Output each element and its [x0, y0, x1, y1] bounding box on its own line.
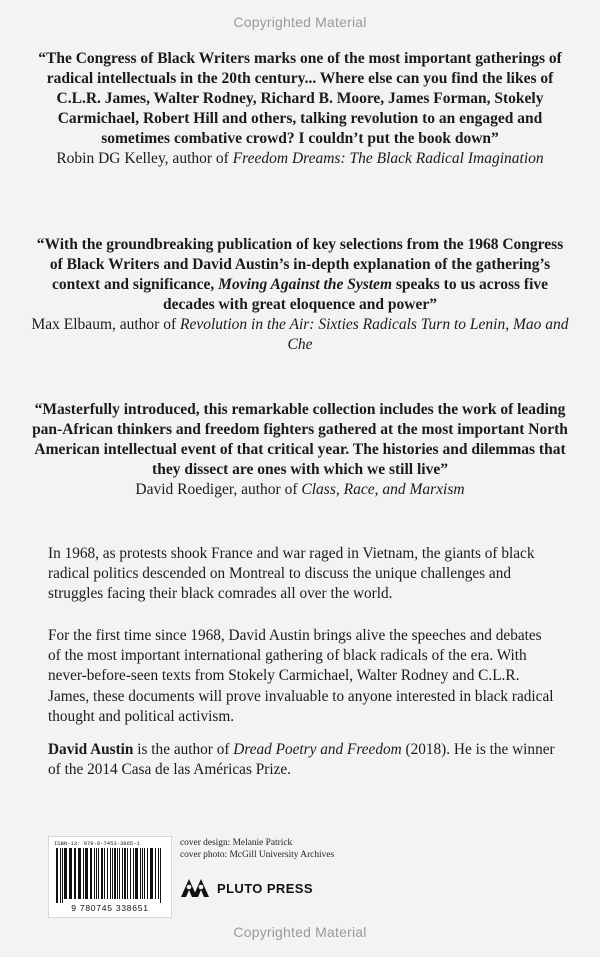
publisher-logo [180, 877, 340, 899]
cover-credits [180, 837, 334, 861]
author-bio-text-b: (2018). He is the winner of the 2014 Casa de las Américas Prize. [48, 741, 555, 779]
copyright-watermark-bottom: Copyrighted Material [233, 924, 367, 940]
quote-attribution [30, 315, 570, 355]
pluto-press-logo-icon [180, 878, 214, 898]
copyright-watermark-top: Copyrighted Material [233, 14, 367, 30]
publisher-name: PLUTO PRESS [217, 881, 313, 896]
quote-text: “The Congress of Black Writers marks one of the most important gatherings of radical intellectuals in the 20th century... Where else can you find the likes of C.L.R. James, Walter Rodney, Richard B. Moore, James Forman, Stokely Carmichael, Robert Hill and others, talking revolution to an engaged and sometimes combative crowd? I couldn’t put the book down” [38, 50, 562, 147]
barcode-digits: 9 780745 338651 [71, 903, 149, 913]
quote-text-start: “With the groundbreaking publication of key selections from the 1968 Congress of Black Writers and David Austin’s in-depth explanation of the gathering’s context and significance, [36, 236, 564, 293]
attribution-work: Class, Race, and Marxism [301, 481, 465, 498]
barcode-bars [54, 848, 166, 903]
attribution-author: Max Elbaum, author of [31, 316, 181, 333]
attribution-work: Freedom Dreams: The Black Radical Imagination [232, 150, 544, 167]
quote-book-title: Moving Against the System [218, 276, 392, 293]
quote-text: “Masterfully introduced, this remarkable collection includes the work of leading pan-African thinkers and freedom fighters gathered at the most important North American intellectual event of that critical year. The histories and dilemmas that they dissect are ones with which we still live” [32, 401, 568, 478]
author-book-title: Dread Poetry and Freedom [233, 741, 402, 758]
author-name: David Austin [48, 741, 134, 758]
quote-text [30, 235, 570, 315]
quote-attribution [30, 480, 570, 500]
cover-design-credit: cover design: Melanie Patrick [180, 838, 293, 848]
quote-text-end: speaks to us across five decades with great eloquence and power” [163, 276, 549, 313]
attribution-author: David Roediger, author of [135, 481, 302, 498]
cover-photo-credit: cover photo: McGill University Archives [180, 850, 335, 860]
attribution-author: Robin DG Kelley, author of [56, 150, 233, 167]
endorsement-quote-2 [30, 235, 570, 355]
author-bio [48, 740, 558, 780]
author-bio-text-a: is the author of [133, 741, 234, 758]
description-paragraph-2: For the first time since 1968, David Austin brings alive the speeches and debates of the most important international gathering of black radicals of the era. With never-before-seen texts from Stokely Carmichael, Walter Rodney and C.L.R. James, these documents will prove invaluable to anyone interested in black radical thought and political activism. [48, 627, 554, 725]
isbn-barcode [48, 836, 172, 918]
endorsement-quote-3 [30, 400, 570, 500]
quote-attribution [30, 149, 570, 169]
isbn-label: ISBN-13: 978-0-7453-3865-1 [54, 840, 140, 847]
endorsement-quote-1 [30, 49, 570, 169]
description-paragraph-1: In 1968, as protests shook France and war raged in Vietnam, the giants of black radical politics descended on Montreal to discuss the unique challenges and struggles facing their black comrades all over the world. [48, 545, 535, 603]
attribution-work: Revolution in the Air: Sixties Radicals Turn to Lenin, Mao and Che [180, 316, 569, 353]
